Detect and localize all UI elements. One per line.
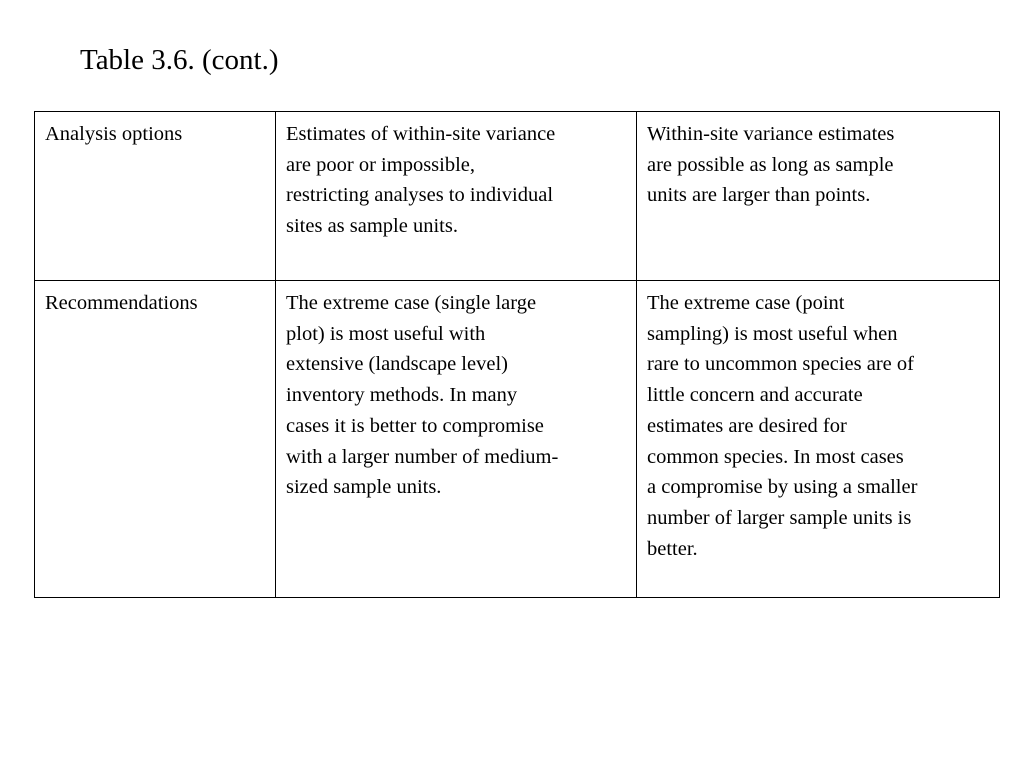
text-line: with a larger number of medium-: [286, 445, 559, 468]
analysis-options-col3: [637, 112, 1000, 281]
text-line: Estimates of within-site variance: [286, 123, 556, 145]
row-label-analysis-options: Analysis options: [35, 112, 276, 281]
text-line: inventory methods. In many: [286, 384, 518, 407]
text-line: estimates are desired for: [647, 414, 847, 437]
text-line: sampling) is most useful when: [647, 322, 898, 345]
recommendations-col2: [276, 281, 637, 598]
page-title: Table 3.6. (cont.): [80, 44, 279, 76]
text-line: rare to uncommon species are of: [647, 353, 914, 376]
text-line: cases it is better to compromise: [286, 414, 544, 437]
text-line: common species. In most cases: [647, 445, 904, 468]
text-line: units are larger than points.: [647, 184, 871, 207]
text-line: Within-site variance estimates: [647, 123, 895, 145]
text-line: sized sample units.: [286, 476, 442, 499]
text-line: The extreme case (point: [647, 292, 845, 314]
table-row-analysis-options: [35, 112, 1000, 281]
text-line: little concern and accurate: [647, 384, 863, 407]
text-line: number of larger sample units is: [647, 506, 912, 529]
text-line: are possible as long as sample: [647, 153, 894, 176]
analysis-options-col2: [276, 112, 637, 281]
text-line: are poor or impossible,: [286, 153, 476, 176]
table-row-recommendations: [35, 281, 1000, 598]
comparison-table: [34, 111, 1000, 598]
text-line: restricting analyses to individual: [286, 184, 554, 207]
text-line: better.: [647, 537, 698, 560]
text-line: The extreme case (single large: [286, 292, 537, 314]
text-line: extensive (landscape level): [286, 353, 508, 376]
text-line: sites as sample units.: [286, 215, 458, 238]
text-line: a compromise by using a smaller: [647, 476, 918, 499]
text-line: plot) is most useful with: [286, 322, 486, 345]
recommendations-col3: [637, 281, 1000, 598]
row-label-recommendations: Recommendations: [35, 281, 276, 598]
